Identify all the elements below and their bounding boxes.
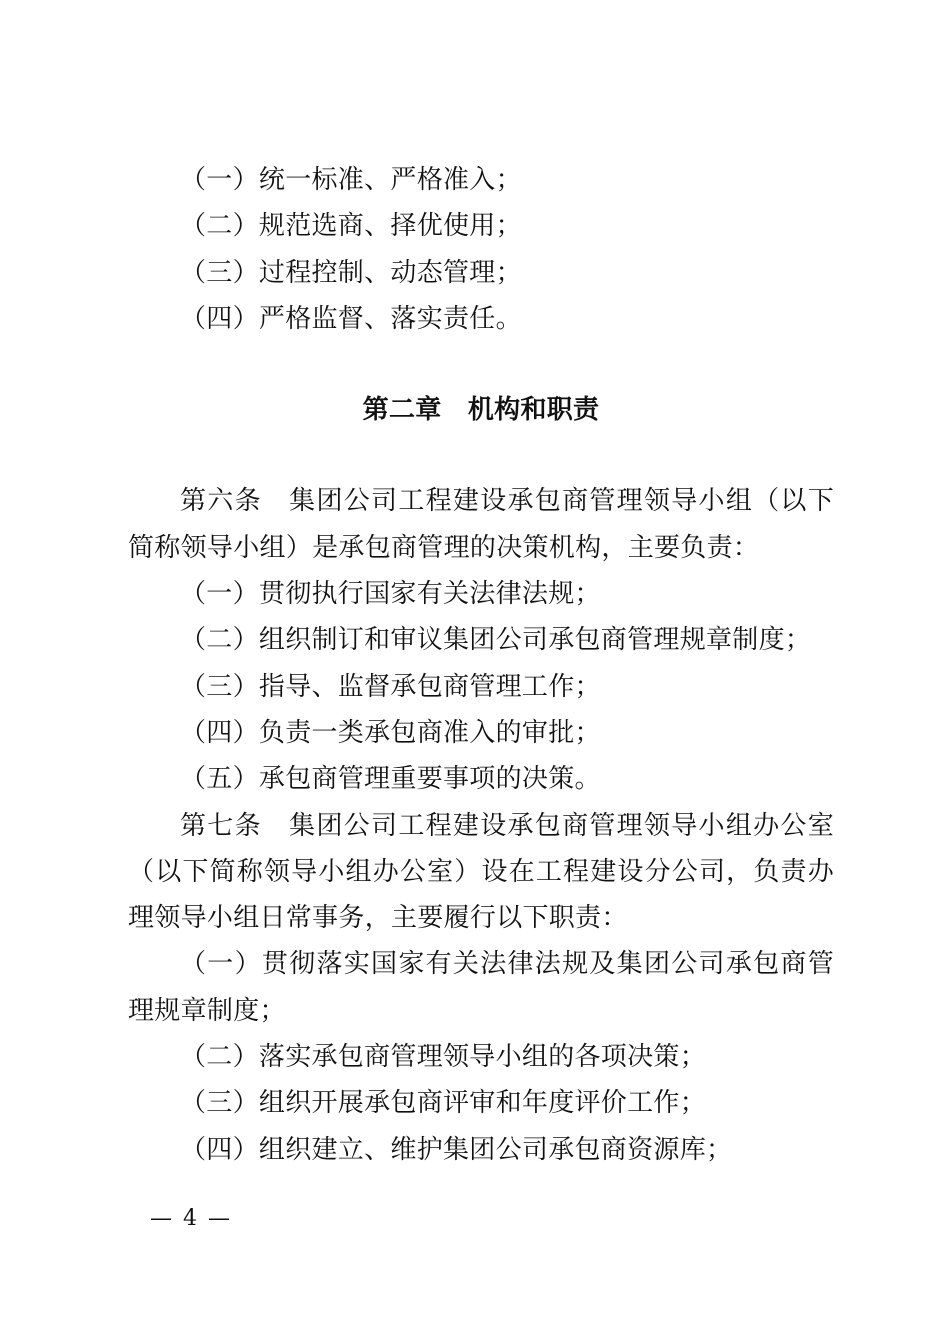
page-number: — 4 — [150,1206,232,1231]
paragraph: （二）规范选商、择优使用； [180,211,522,242]
document-body [128,157,834,1173]
paragraph: （五）承包商管理重要事项的决策。 [180,764,601,795]
paragraph: （二）组织制订和审议集团公司承包商管理规章制度； [180,625,812,656]
paragraph: （三）指导、监督承包商管理工作； [180,671,601,702]
article-paragraph: 第六条 集团公司工程建设承包商管理领导小组（以下简称领导小组）是承包商管理的决策机构，主要负责： [128,486,834,563]
paragraph: （三）过程控制、动态管理； [180,257,522,288]
paragraph: （四）负责一类承包商准入的审批； [180,717,601,748]
paragraph: （一）统一标准、严格准入； [180,165,522,195]
paragraph: （一）贯彻执行国家有关法律法规； [180,579,601,610]
paragraph: （四）严格监督、落实责任。 [180,303,522,334]
paragraph: （四）组织建立、维护集团公司承包商资源库； [180,1134,733,1165]
chapter-heading: 第二章 机构和职责 [362,395,600,426]
article-paragraph: 第七条 集团公司工程建设承包商管理领导小组办公室（以下简称领导小组办公室）设在工程建设分公司，负责办理领导小组日常事务，主要履行以下职责： [128,810,834,934]
paragraph: （二）落实承包商管理领导小组的各项决策； [180,1042,707,1073]
paragraph: （一）贯彻落实国家有关法律法规及集团公司承包商管理规章制度； [128,949,834,1026]
paragraph: （三）组织开展承包商评审和年度评价工作； [180,1088,707,1119]
